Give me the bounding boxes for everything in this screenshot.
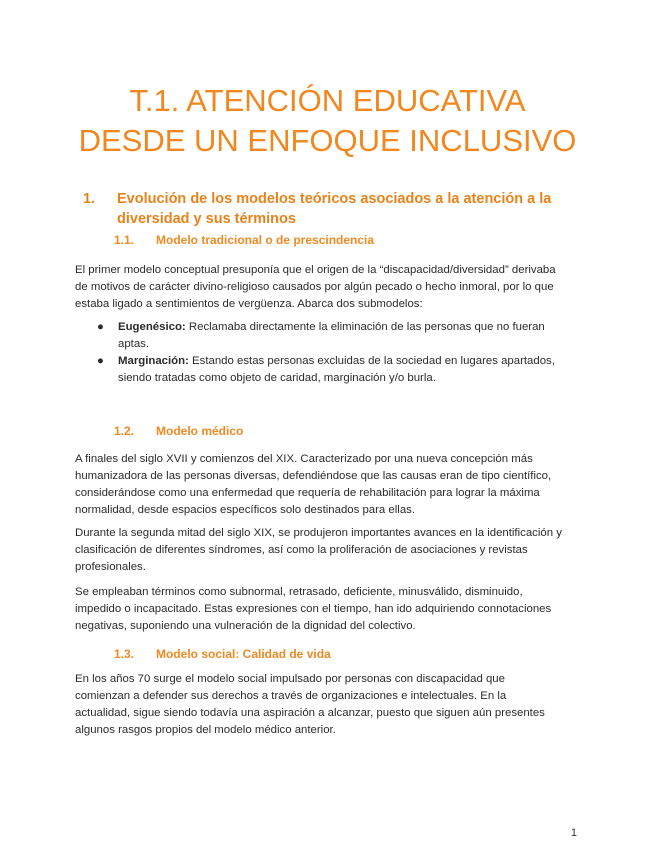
paragraph-line: comienzan a defender sus derechos a través de organizaciones e intelectuales. En la [75,690,507,702]
bullet-term: Marginación: [118,355,189,367]
section-1-3-heading [114,646,331,662]
paragraph-line: de motivos de carácter divino-religioso causados por algún pecado o hecho inmoral, por lo que [75,281,554,293]
page-title [0,82,655,160]
section-1-3-number: 1.3. [114,647,135,661]
paragraph-line: profesionales. [75,561,146,573]
section-1-3-title: Modelo social: Calidad de vida [156,647,331,661]
bullet-marginacion [97,353,577,387]
section-1-1-heading [114,232,374,248]
paragraph-line: Durante la segunda mitad del siglo XIX, se produjeron importantes avances en la identificación y [75,527,562,539]
section-1-heading-line-2: diversidad y sus términos [117,211,296,227]
paragraph-line: impedido o incapacitado. Estas expresiones con el tiempo, han ido adquiriendo connotaciones [75,603,552,615]
paragraph-line: algunos rasgos propios del modelo médico anterior. [75,724,336,736]
paragraph-line: El primer modelo conceptual presuponía que el origen de la “discapacidad/diversidad” derivaba [75,264,556,276]
paragraph-line: A finales del siglo XVII y comienzos del XIX. Caracterizado por una nueva concepción más [75,453,533,465]
paragraph-line: Se empleaban términos como subnormal, retrasado, deficiente, minusválido, disminuido, [75,586,523,598]
section-1-heading [83,189,563,229]
bullet-icon: ● [97,321,104,333]
page-number: 1 [570,827,577,839]
bullet-text: Reclamaba directamente la eliminación de las personas que no fueran [185,321,545,333]
bullet-text: Estando estas personas excluidas de la sociedad en lugares apartados, [188,355,555,367]
bullet-text: aptas. [118,338,150,350]
paragraph-line: normalidad, desde espacios específicos solo destinados para ellas. [75,504,416,516]
paragraph-line: humanizadora de las personas diversas, defendiéndose que las causas eran de tipo científico, [75,470,552,482]
section-1-2-title: Modelo médico [156,424,244,438]
section-1-3-paragraph [75,671,585,739]
section-1-2-paragraph-3 [75,584,585,635]
bullet-term: Eugenésico: [118,321,186,333]
paragraph-line: En los años 70 surge el modelo social impulsado por personas con discapacidad que [75,673,505,685]
bullet-icon: ● [97,355,104,367]
title-line-2: DESDE UN ENFOQUE INCLUSIVO [78,123,577,158]
section-1-2-number: 1.2. [114,424,135,438]
section-1-2-paragraph-2 [75,525,585,576]
section-1-1-paragraph [75,262,585,313]
paragraph-line: negativas, suponiendo una vulneración de la dignidad del colectivo. [75,620,416,632]
section-1-1-title: Modelo tradicional o de prescindencia [156,233,375,247]
bullet-eugenesico [97,319,577,353]
paragraph-line: clasificación de diferentes síndromes, así como la proliferación de asociaciones y revistas [75,544,528,556]
bullet-text: siendo tratadas como objeto de caridad, marginación y/o burla. [118,372,436,384]
section-1-number: 1. [83,191,96,207]
paragraph-line: considerándose como una enfermedad que requería de rehabilitación para lograr la máxima [75,487,540,499]
paragraph-line: actualidad, sigue siendo todavía una aspiración a alcanzar, puesto que siguen aún presentes [75,707,545,719]
paragraph-line: estaba ligado a sentimientos de vergüenza. Abarca dos submodelos: [75,298,423,310]
title-line-1: T.1. ATENCIÓN EDUCATIVA [129,83,526,118]
section-1-2-heading [114,423,243,439]
section-1-heading-line-1: Evolución de los modelos teóricos asociados a la atención a la [117,191,552,207]
section-1-2-paragraph-1 [75,451,585,519]
section-1-1-number: 1.1. [114,233,135,247]
